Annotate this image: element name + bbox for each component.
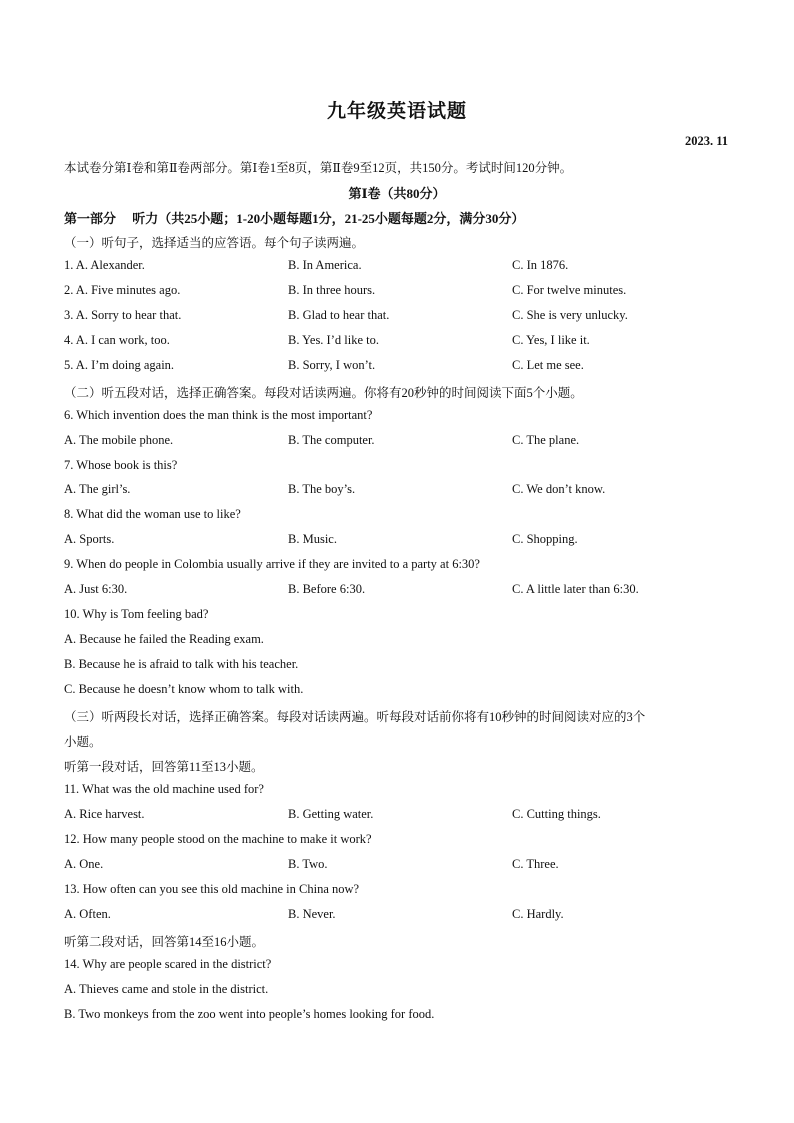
q6-option-b: B. The computer.	[288, 433, 375, 447]
q5-option-b: B. Sorry, I won’t.	[288, 358, 376, 372]
q7-stem: 7. Whose book is this?	[64, 458, 178, 472]
q10-stem: 10. Why is Tom feeling bad?	[64, 607, 209, 621]
q2-option-a: 2. A. Five minutes ago.	[64, 283, 181, 297]
q5-option-c: C. Let me see.	[512, 358, 584, 372]
q12-option-c: C. Three.	[512, 857, 559, 871]
section1-instruction: （一）听句子，选择适当的应答语。每个句子读两遍。	[64, 236, 365, 250]
q11-option-c: C. Cutting things.	[512, 807, 601, 821]
q4-option-a: 4. A. I can work, too.	[64, 333, 170, 347]
q7-option-c: C. We don’t know.	[512, 482, 606, 496]
section3-instruction: （三）听两段长对话，选择正确答案。每段对话读两遍。听每段对话前你将有10秒钟的时间阅读对应的3个	[64, 710, 646, 724]
volume-heading: 第Ⅰ卷（共80分）	[348, 186, 446, 201]
q10-option-a: A. Because he failed the Reading exam.	[64, 632, 264, 646]
q4-option-c: C. Yes, I like it.	[512, 333, 590, 347]
q1-option-c: C. In 1876.	[512, 258, 569, 272]
q6-option-a: A. The mobile phone.	[64, 433, 174, 447]
q3-option-a: 3. A. Sorry to hear that.	[64, 308, 182, 322]
q11-stem: 11. What was the old machine used for?	[64, 782, 264, 796]
q8-stem: 8. What did the woman use to like?	[64, 507, 241, 521]
q9-option-c: C. A little later than 6:30.	[512, 582, 639, 596]
q8-option-c: C. Shopping.	[512, 532, 578, 546]
q12-stem: 12. How many people stood on the machine to make it work?	[64, 832, 372, 846]
q12-option-b: B. Two.	[288, 857, 328, 871]
q8-option-a: A. Sports.	[64, 532, 115, 546]
q1-option-a: 1. A. Alexander.	[64, 258, 145, 272]
section2-instruction: （二）听五段对话，选择正确答案。每段对话读两遍。你将有20秒钟的时间阅读下面5个小题。	[64, 386, 583, 400]
page-title: 九年级英语试题	[326, 101, 467, 122]
q6-stem: 6. Which invention does the man think is the most important?	[64, 408, 373, 422]
exam-date: 2023. 11	[684, 134, 728, 148]
part1-heading: 第一部分 听力（共25小题；1-20小题每题1分，21-25小题每题2分，满分30分）	[64, 211, 525, 226]
q7-option-a: A. The girl’s.	[64, 482, 131, 496]
q9-stem: 9. When do people in Colombia usually arrive if they are invited to a party at 6:30?	[64, 557, 480, 571]
q9-option-b: B. Before 6:30.	[288, 582, 366, 596]
intro-text: 本试卷分第Ⅰ卷和第Ⅱ卷两部分。第Ⅰ卷1至8页，第Ⅱ卷9至12页，共150分。考试时间120分钟。	[64, 161, 573, 175]
dialogue1-instruction: 听第一段对话，回答第11至13小题。	[64, 760, 264, 774]
q10-option-b: B. Because he is afraid to talk with his teacher.	[64, 657, 299, 671]
q10-option-c: C. Because he doesn’t know whom to talk with.	[64, 682, 304, 696]
q4-option-b: B. Yes. I’d like to.	[288, 333, 379, 347]
q8-option-b: B. Music.	[288, 532, 337, 546]
q14-option-b: B. Two monkeys from the zoo went into people’s homes looking for food.	[64, 1007, 435, 1021]
q3-option-c: C. She is very unlucky.	[512, 308, 628, 322]
q2-option-b: B. In three hours.	[288, 283, 376, 297]
q13-stem: 13. How often can you see this old machine in China now?	[64, 882, 360, 896]
dialogue2-instruction: 听第二段对话，回答第14至16小题。	[64, 935, 265, 949]
q13-option-c: C. Hardly.	[512, 907, 564, 921]
q3-option-b: B. Glad to hear that.	[288, 308, 390, 322]
q11-option-a: A. Rice harvest.	[64, 807, 145, 821]
q13-option-b: B. Never.	[288, 907, 336, 921]
q2-option-c: C. For twelve minutes.	[512, 283, 627, 297]
q14-stem: 14. Why are people scared in the district?	[64, 957, 272, 971]
q6-option-c: C. The plane.	[512, 433, 580, 447]
q5-option-a: 5. A. I’m doing again.	[64, 358, 175, 372]
q14-option-a: A. Thieves came and stole in the district.	[64, 982, 269, 996]
q13-option-a: A. Often.	[64, 907, 111, 921]
q9-option-a: A. Just 6:30.	[64, 582, 128, 596]
q11-option-b: B. Getting water.	[288, 807, 374, 821]
q7-option-b: B. The boy’s.	[288, 482, 356, 496]
section3-instruction-cont: 小题。	[64, 735, 102, 749]
q12-option-a: A. One.	[64, 857, 104, 871]
q1-option-b: B. In America.	[288, 258, 362, 272]
